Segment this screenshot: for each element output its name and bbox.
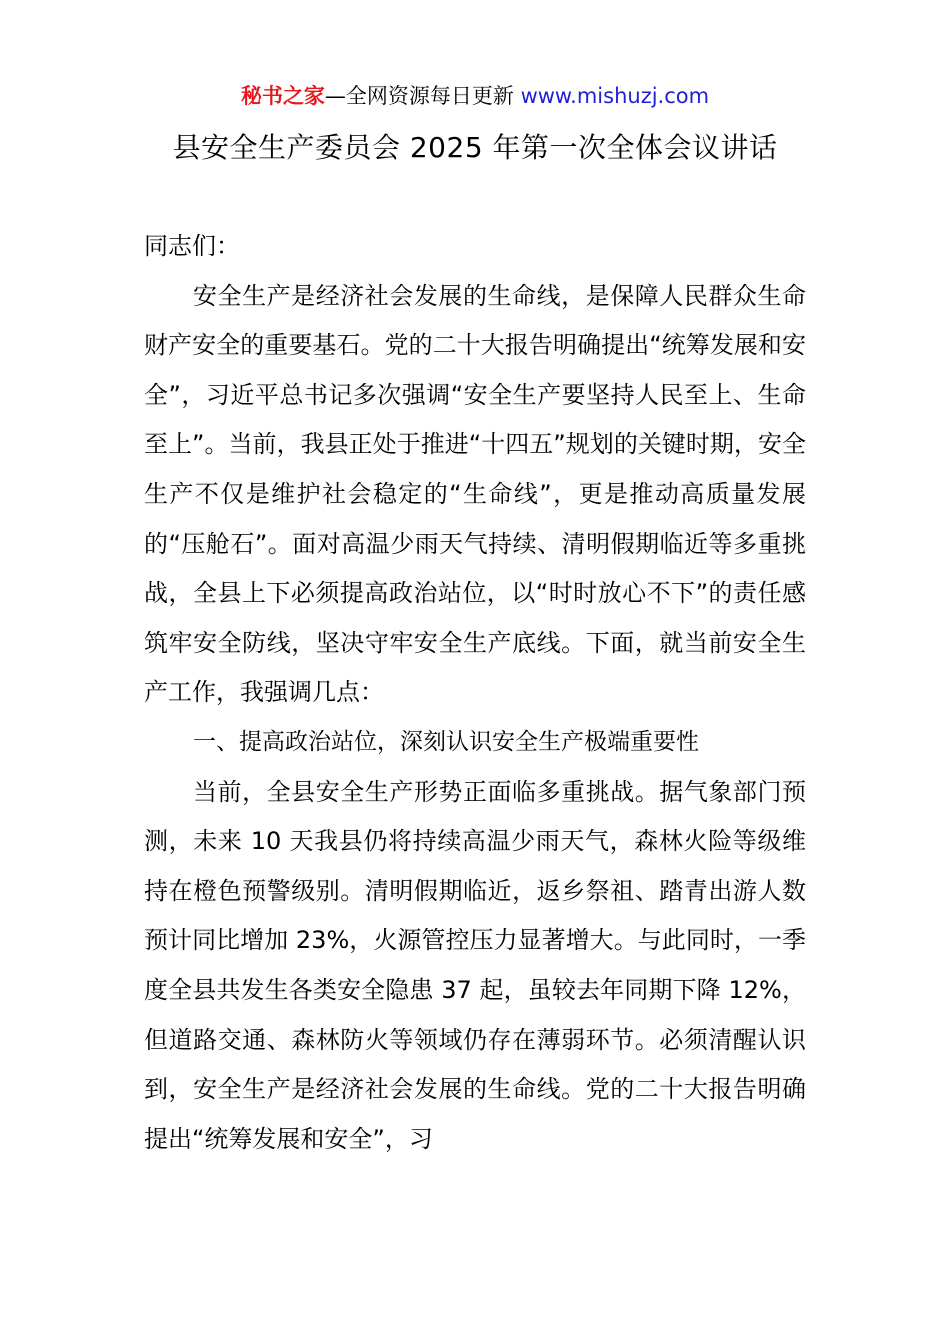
site-tagline: —全网资源每日更新 (324, 84, 521, 108)
site-url-link[interactable]: www.mishuzj.com (520, 84, 710, 108)
document-title: 县安全生产委员会 2025 年第一次全体会议讲话 (172, 131, 778, 164)
site-name: 秘书之家 (240, 84, 325, 108)
document-body (144, 222, 806, 1164)
salutation: 同志们： (144, 232, 240, 260)
section-heading: 一、提高政治站位，深刻认识安全生产极端重要性 (193, 728, 699, 755)
section-paragraph: 当前，全县安全生产形势正面临多重挑战。据气象部门预测，未来 10 天我县仍将持续高温少雨天气，森林火险等级维持在橙色预警级别。清明假期临近，返乡祭祖、踏青出游人数预计同比增加 23%，火源管控压力显著增大。与此同时，一季度全县共发生各类安全隐患 37 起，虽较去年同期下降 12%，但道路交通、森林防火等领域仍存在薄弱环节。必须清醒认识到，安全生产是经济社会发展的生命线。党的二十大报告明确提出“统筹发展和安全”，习 (144, 777, 806, 1153)
intro-paragraph: 安全生产是经济社会发展的生命线，是保障人民群众生命财产安全的重要基石。党的二十大报告明确提出“统筹发展和安全”，习近平总书记多次强调“安全生产要坚持人民至上、生命至上”。当前，我县正处于推进“十四五”规划的关键时期，安全生产不仅是维护社会稳定的“生命线”，更是推动高质量发展的“压舱石”。面对高温少雨天气持续、清明假期临近等多重挑战，全县上下必须提高政治站位，以“时时放心不下”的责任感筑牢安全防线，坚决守牢安全生产底线。下面，就当前安全生产工作，我强调几点： (144, 281, 806, 707)
site-header (0, 80, 950, 112)
